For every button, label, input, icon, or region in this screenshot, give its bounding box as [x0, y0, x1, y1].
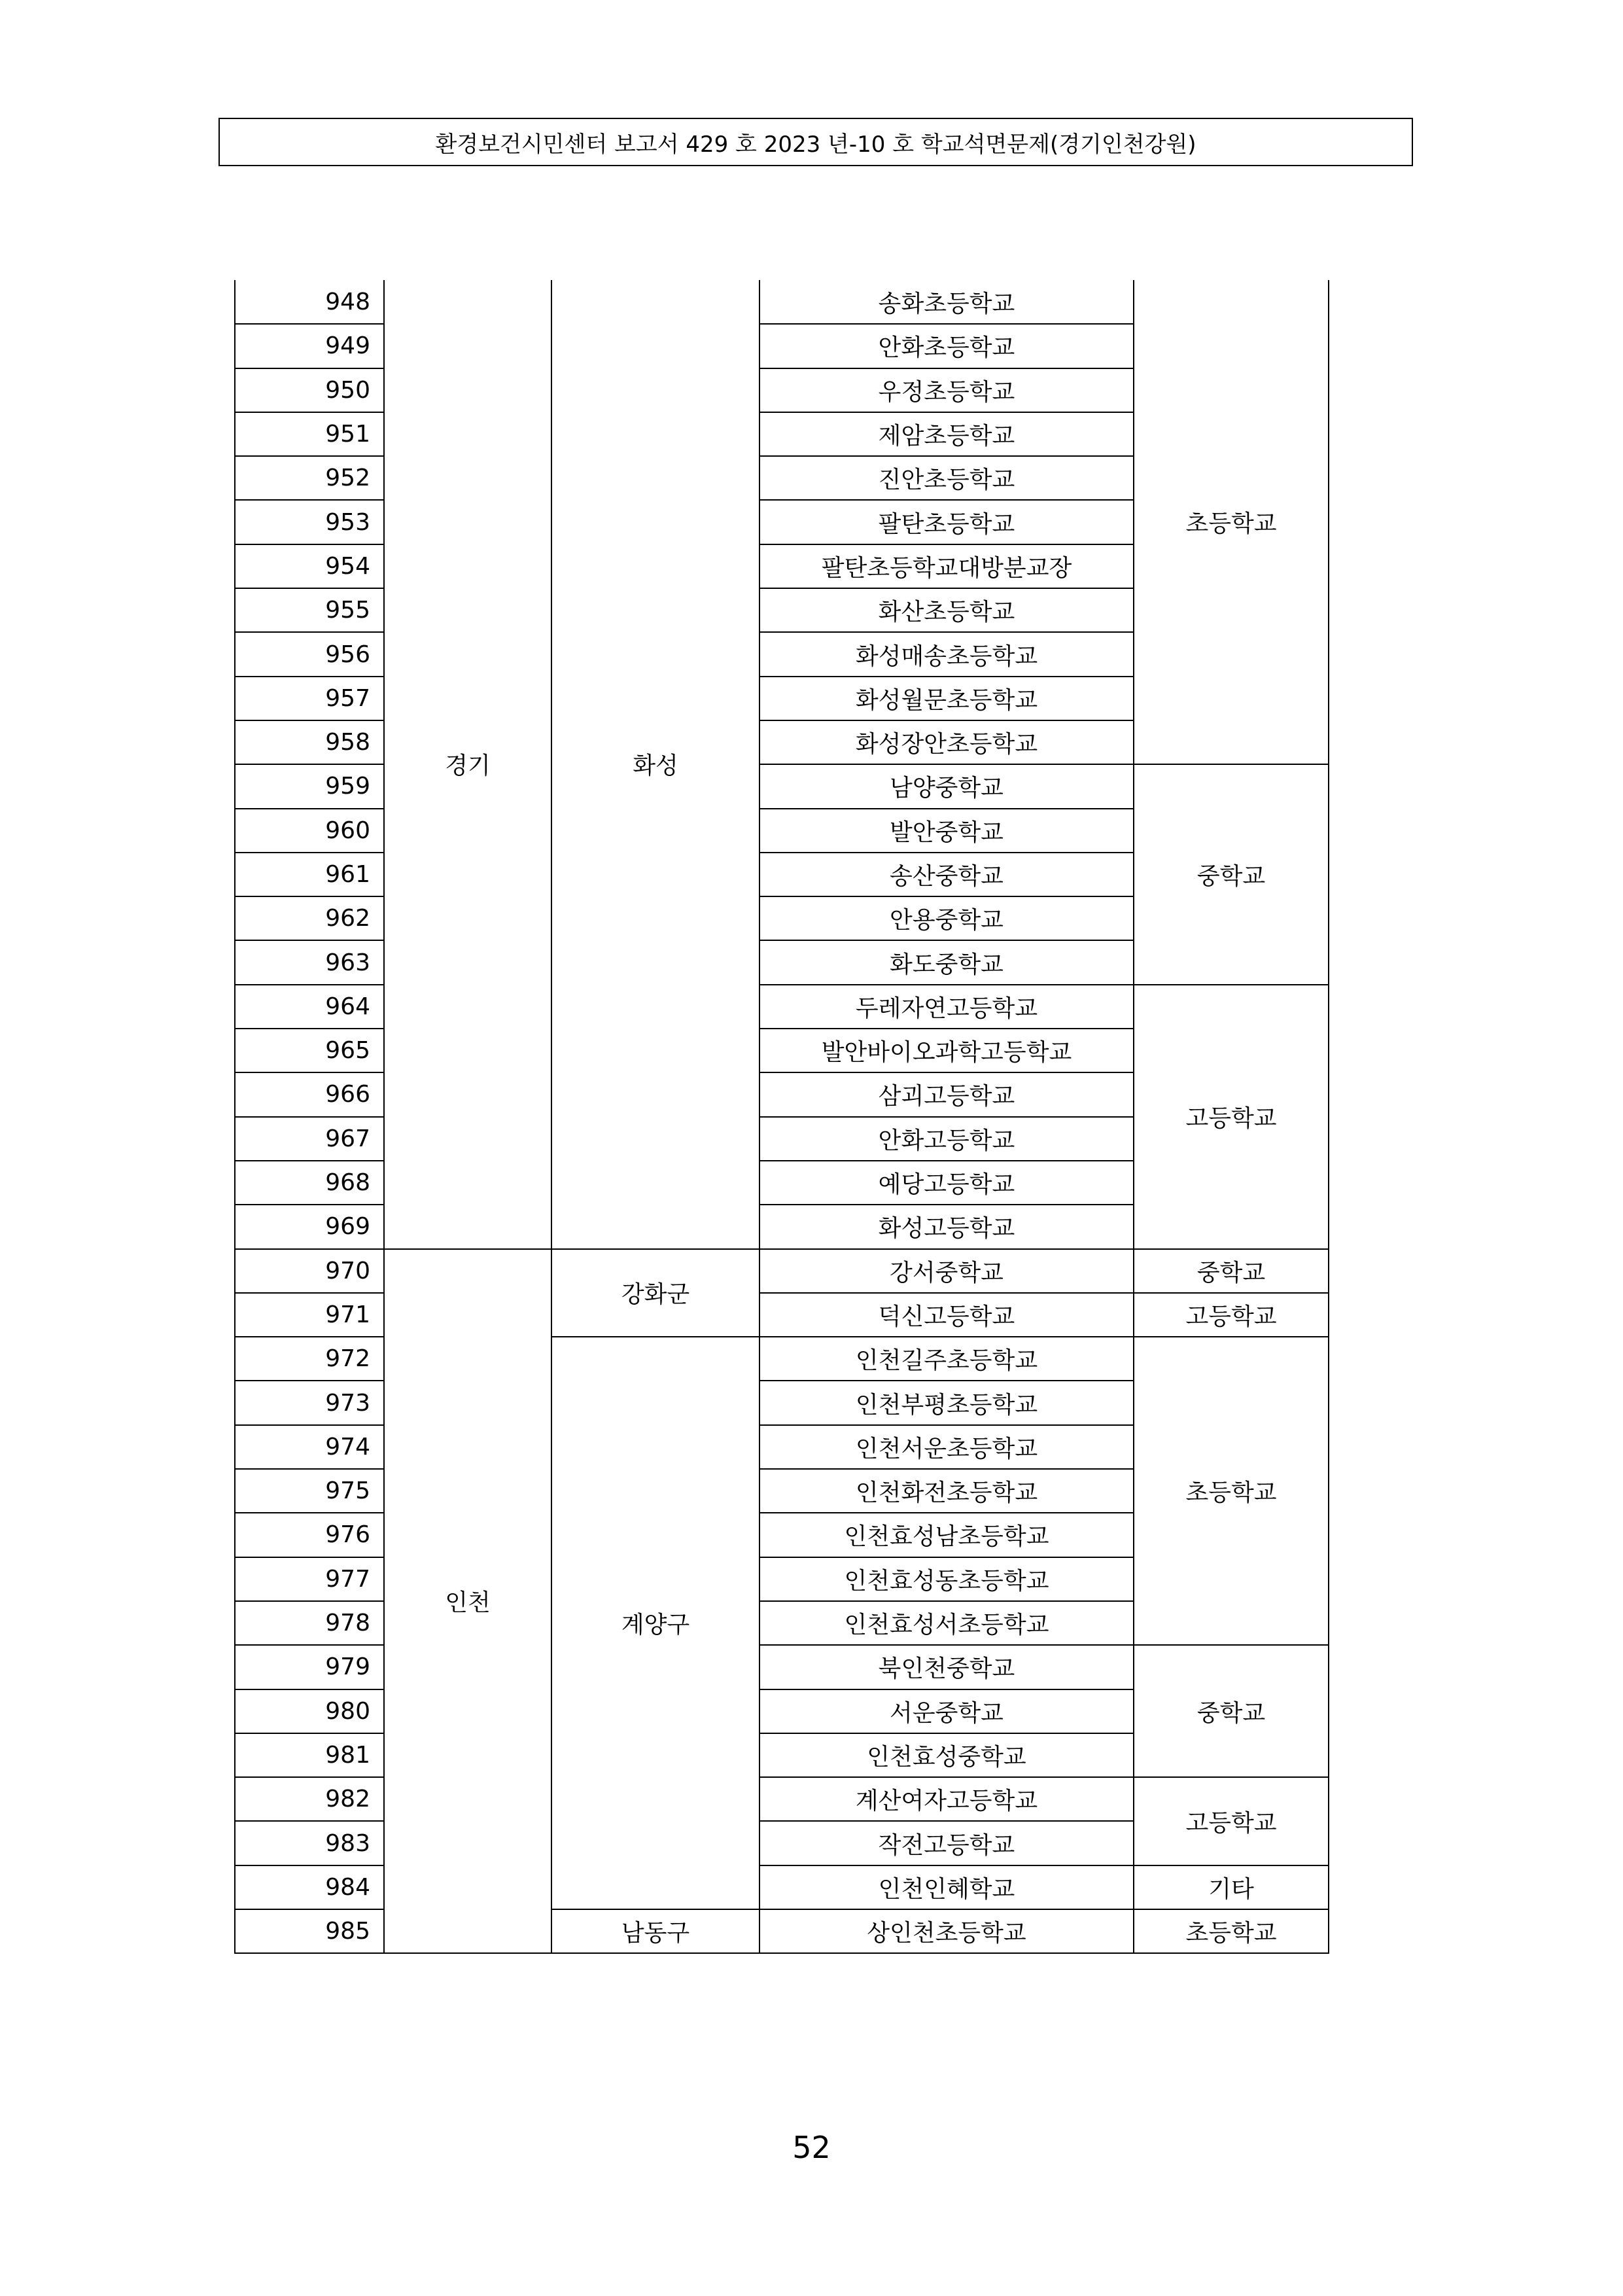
school-type-cell: 고등학교 — [1134, 1293, 1329, 1337]
school-type-cell: 초등학교 — [1134, 1909, 1329, 1953]
school-name-cell: 발안바이오과학고등학교 — [759, 1029, 1134, 1072]
row-number-cell: 974 — [235, 1425, 384, 1469]
row-number-cell: 973 — [235, 1381, 384, 1424]
row-number-cell: 949 — [235, 324, 384, 368]
page-number: 52 — [792, 2130, 831, 2165]
school-name-cell: 진안초등학교 — [759, 456, 1134, 500]
region-cell: 인천 — [384, 1249, 551, 1954]
row-number-cell: 983 — [235, 1821, 384, 1865]
row-number-cell: 967 — [235, 1117, 384, 1161]
school-name-cell: 삼괴고등학교 — [759, 1072, 1134, 1116]
school-name-cell: 인천화전초등학교 — [759, 1469, 1134, 1513]
school-name-cell: 인천효성중학교 — [759, 1733, 1134, 1777]
school-name-cell: 화성월문초등학교 — [759, 677, 1134, 720]
row-number-cell: 954 — [235, 544, 384, 588]
row-number-cell: 972 — [235, 1337, 384, 1381]
school-name-cell: 인천길주초등학교 — [759, 1337, 1134, 1381]
school-table — [234, 280, 1329, 1954]
row-number-cell: 977 — [235, 1557, 384, 1601]
row-number-cell: 959 — [235, 764, 384, 808]
report-header — [218, 118, 1413, 166]
school-name-cell: 인천서운초등학교 — [759, 1425, 1134, 1469]
school-type-cell: 기타 — [1134, 1865, 1329, 1909]
row-number-cell: 970 — [235, 1249, 384, 1293]
row-number-cell: 981 — [235, 1733, 384, 1777]
district-cell: 강화군 — [551, 1249, 759, 1337]
row-number-cell: 979 — [235, 1645, 384, 1689]
table-row — [235, 1249, 1329, 1293]
school-type-cell: 중학교 — [1134, 1645, 1329, 1777]
row-number-cell: 955 — [235, 588, 384, 632]
row-number-cell: 961 — [235, 853, 384, 896]
school-name-cell: 화성매송초등학교 — [759, 632, 1134, 676]
row-number-cell: 957 — [235, 677, 384, 720]
district-cell: 계양구 — [551, 1337, 759, 1909]
row-number-cell: 975 — [235, 1469, 384, 1513]
row-number-cell: 948 — [235, 280, 384, 324]
row-number-cell: 985 — [235, 1909, 384, 1953]
school-name-cell: 남양중학교 — [759, 764, 1134, 808]
school-name-cell: 송화초등학교 — [759, 280, 1134, 324]
row-number-cell: 966 — [235, 1072, 384, 1116]
school-name-cell: 송산중학교 — [759, 853, 1134, 896]
row-number-cell: 963 — [235, 940, 384, 984]
row-number-cell: 971 — [235, 1293, 384, 1337]
school-name-cell: 인천효성남초등학교 — [759, 1513, 1134, 1557]
school-name-cell: 제암초등학교 — [759, 412, 1134, 456]
school-name-cell: 계산여자고등학교 — [759, 1777, 1134, 1821]
school-name-cell: 팔탄초등학교대방분교장 — [759, 544, 1134, 588]
region-cell: 경기 — [384, 280, 551, 1249]
row-number-cell: 958 — [235, 720, 384, 764]
school-name-cell: 화성고등학교 — [759, 1205, 1134, 1248]
school-name-cell: 북인천중학교 — [759, 1645, 1134, 1689]
row-number-cell: 960 — [235, 809, 384, 853]
table-row — [235, 280, 1329, 324]
school-type-cell: 중학교 — [1134, 764, 1329, 984]
school-type-cell: 고등학교 — [1134, 1777, 1329, 1865]
school-name-cell: 우정초등학교 — [759, 368, 1134, 412]
row-number-cell: 965 — [235, 1029, 384, 1072]
school-name-cell: 상인천초등학교 — [759, 1909, 1134, 1953]
school-name-cell: 안용중학교 — [759, 896, 1134, 940]
school-name-cell: 인천효성동초등학교 — [759, 1557, 1134, 1601]
school-name-cell: 덕신고등학교 — [759, 1293, 1134, 1337]
report-header-title: 환경보건시민센터 보고서 429 호 2023 년-10 호 학교석면문제(경기인천강원) — [435, 131, 1196, 158]
row-number-cell: 980 — [235, 1689, 384, 1733]
school-type-cell: 초등학교 — [1134, 1337, 1329, 1645]
row-number-cell: 968 — [235, 1161, 384, 1205]
row-number-cell: 969 — [235, 1205, 384, 1248]
row-number-cell: 984 — [235, 1865, 384, 1909]
school-name-cell: 인천인혜학교 — [759, 1865, 1134, 1909]
district-cell: 남동구 — [551, 1909, 759, 1953]
school-name-cell: 작전고등학교 — [759, 1821, 1134, 1865]
school-name-cell: 안화고등학교 — [759, 1117, 1134, 1161]
school-name-cell: 강서중학교 — [759, 1249, 1134, 1293]
row-number-cell: 964 — [235, 985, 384, 1029]
row-number-cell: 952 — [235, 456, 384, 500]
row-number-cell: 950 — [235, 368, 384, 412]
school-type-cell: 중학교 — [1134, 1249, 1329, 1293]
district-cell: 화성 — [551, 280, 759, 1249]
school-name-cell: 서운중학교 — [759, 1689, 1134, 1733]
school-name-cell: 두레자연고등학교 — [759, 985, 1134, 1029]
row-number-cell: 951 — [235, 412, 384, 456]
row-number-cell: 956 — [235, 632, 384, 676]
school-name-cell: 인천부평초등학교 — [759, 1381, 1134, 1424]
school-name-cell: 화성장안초등학교 — [759, 720, 1134, 764]
school-name-cell: 화도중학교 — [759, 940, 1134, 984]
school-name-cell: 화산초등학교 — [759, 588, 1134, 632]
school-name-cell: 팔탄초등학교 — [759, 500, 1134, 544]
row-number-cell: 962 — [235, 896, 384, 940]
school-name-cell: 안화초등학교 — [759, 324, 1134, 368]
school-name-cell: 인천효성서초등학교 — [759, 1601, 1134, 1645]
school-type-cell: 고등학교 — [1134, 985, 1329, 1249]
school-type-cell: 초등학교 — [1134, 280, 1329, 764]
row-number-cell: 976 — [235, 1513, 384, 1557]
row-number-cell: 982 — [235, 1777, 384, 1821]
row-number-cell: 978 — [235, 1601, 384, 1645]
row-number-cell: 953 — [235, 500, 384, 544]
school-table-body — [235, 280, 1329, 1953]
school-name-cell: 예당고등학교 — [759, 1161, 1134, 1205]
school-name-cell: 발안중학교 — [759, 809, 1134, 853]
